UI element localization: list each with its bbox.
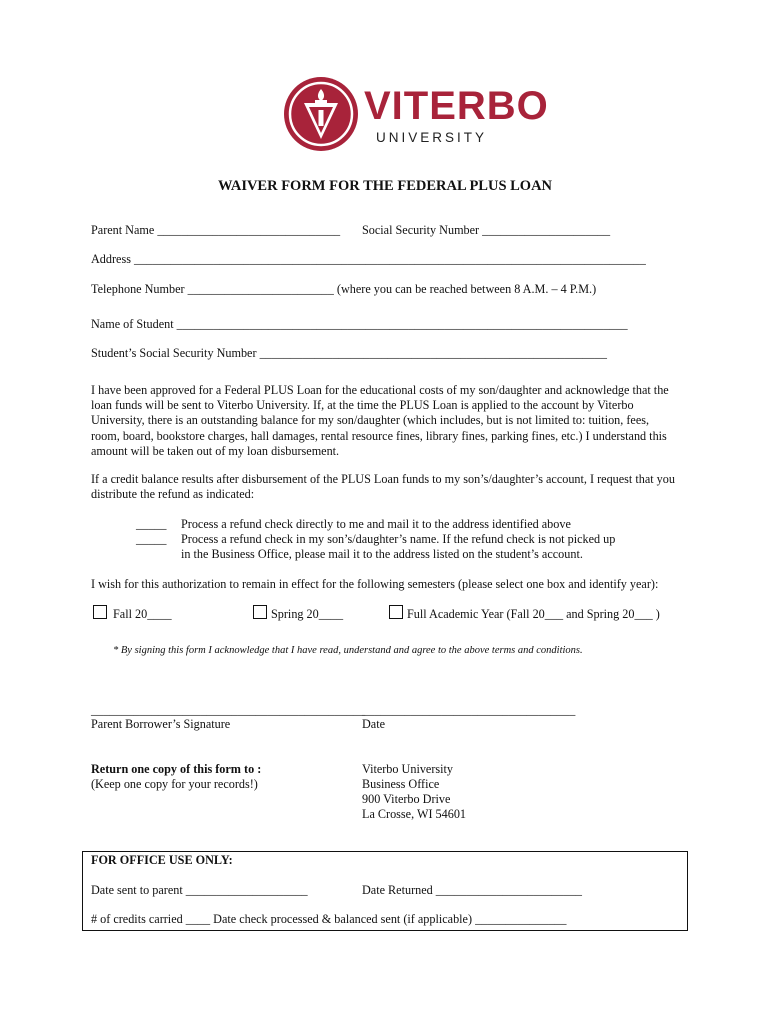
authorization-text: I wish for this authorization to remain in effect for the following semesters (please select one box and identify year): xyxy=(91,577,659,591)
telephone-field[interactable]: Telephone Number ________________________ (where you can be reached between 8 A.M. – 4 P.M.) xyxy=(91,282,597,296)
refund-option-text: Process a refund check directly to me and mail it to the address identified above xyxy=(181,517,571,531)
parent-name-field[interactable]: Parent Name ______________________________ xyxy=(91,223,341,237)
date-line[interactable]: ___________________________________ xyxy=(362,703,576,717)
date-label: Date xyxy=(362,717,386,731)
return-heading: Return one copy of this form to : xyxy=(91,762,262,776)
full-year-label: Full Academic Year (Fall 20___ and Spring 20___ ) xyxy=(407,607,660,621)
return-address-line: 900 Viterbo Drive xyxy=(362,792,451,806)
office-heading: FOR OFFICE USE ONLY: xyxy=(91,853,233,867)
torch-shield-icon xyxy=(284,77,358,151)
acknowledgement-text: * By signing this form I acknowledge that I have read, understand and agree to the above terms and conditions. xyxy=(113,645,583,656)
credits-field[interactable]: # of credits carried ____ Date check processed & balanced sent (if applicable) _______________ xyxy=(91,912,567,926)
spring-checkbox[interactable] xyxy=(253,605,267,619)
signature-label: Parent Borrower’s Signature xyxy=(91,717,231,731)
ssn-field[interactable]: Social Security Number _____________________ xyxy=(362,223,611,237)
spring-label: Spring 20____ xyxy=(271,607,344,621)
return-address-line: Business Office xyxy=(362,777,440,791)
full-year-checkbox[interactable] xyxy=(389,605,403,619)
fall-checkbox[interactable] xyxy=(93,605,107,619)
refund-option-blank[interactable]: _____ xyxy=(136,517,167,531)
refund-option-blank[interactable]: _____ xyxy=(136,532,167,546)
date-returned-field[interactable]: Date Returned ________________________ xyxy=(362,883,583,897)
student-ssn-field[interactable]: Student’s Social Security Number _________________________________________________________ xyxy=(91,346,607,360)
fall-label: Fall 20____ xyxy=(113,607,172,621)
logo-wordmark: VITERBO xyxy=(364,84,549,128)
refund-option-text: in the Business Office, please mail it to the address listed on the student’s account. xyxy=(181,547,583,561)
logo-subtext: UNIVERSITY xyxy=(376,130,488,145)
return-address-line: La Crosse, WI 54601 xyxy=(362,807,467,821)
signature-line[interactable]: _____________________________________________ xyxy=(91,703,366,717)
return-note: (Keep one copy for your records!) xyxy=(91,777,258,791)
form-title: WAIVER FORM FOR THE FEDERAL PLUS LOAN xyxy=(217,178,553,194)
address-field[interactable]: Address ____________________________________________________________________________________ xyxy=(91,252,646,266)
approval-paragraph: I have been approved for a Federal PLUS Loan for the educational costs of my son/daughter and acknowledge that the loan funds will be sent to Viterbo University. If, at the time the PLUS Loan is applied to the account by Viterbo University, there is an outstanding balance for my son/daughter (which includes, but is not limited to: tuition, fees, room, board, bookstore charges, hall damages, rental resource fines, library fines, parking fines, etc.) I understand this amount will be taken out of my loan disbursement. xyxy=(91,383,669,458)
credit-balance-paragraph: If a credit balance results after disbursement of the PLUS Loan funds to my son’s/daughter’s account, I request that you distribute the refund as indicated: xyxy=(91,472,675,502)
viterbo-logo-seal xyxy=(284,77,358,151)
date-sent-field[interactable]: Date sent to parent ____________________ xyxy=(91,883,308,897)
student-name-field[interactable]: Name of Student __________________________________________________________________________ xyxy=(91,317,628,331)
refund-option-text: Process a refund check in my son’s/daughter’s name. If the refund check is not picked up xyxy=(181,532,616,546)
return-address-line: Viterbo University xyxy=(362,762,453,776)
